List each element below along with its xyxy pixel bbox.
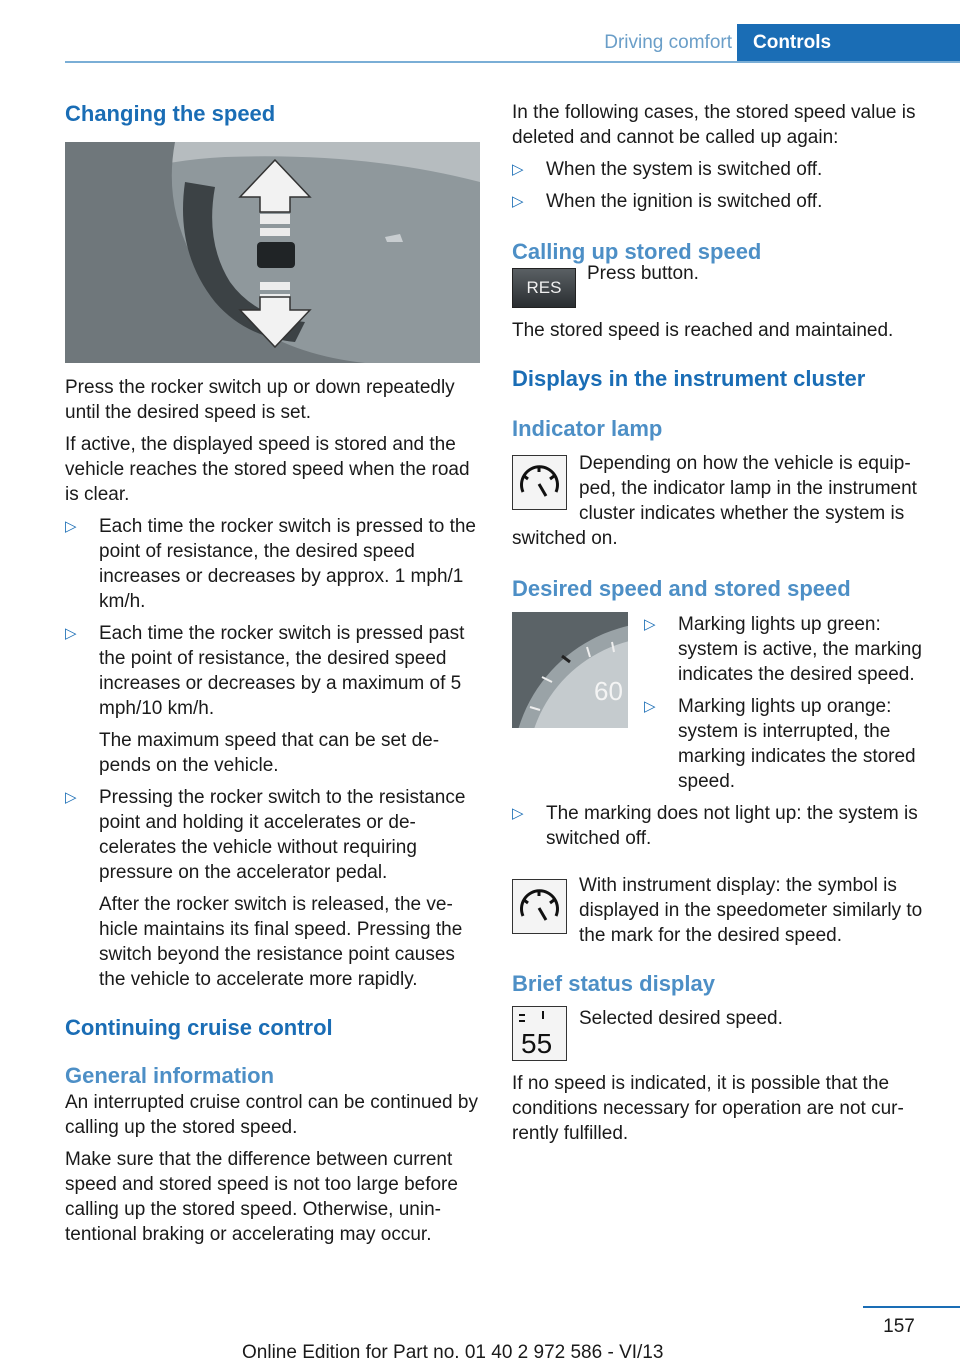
bullet-list-off (512, 801, 932, 851)
cruise-indicator-icon (512, 455, 567, 510)
paragraph-stored-reached: The stored speed is reached and maintained. (512, 320, 894, 341)
left-column (65, 100, 483, 1247)
paragraph-brief-status: Selected desired speed. (579, 1008, 783, 1029)
header-rule (65, 61, 960, 63)
press-button-text: Press button. (587, 263, 699, 284)
triangle-bullet-icon: ▷ (512, 193, 524, 210)
triangle-bullet-icon: ▷ (512, 161, 524, 178)
header-chapter-tab: Controls (737, 24, 960, 63)
bullet-subparagraph: The maximum speed that can be set depends on the vehicle. (99, 730, 440, 776)
list-item: ▷ Each time the rocker switch is pressed past the point of resistance, the desired speed increases or decreases by a maximum of 5 mph/10 km/h. The maximum speed that can be set depends on the vehicle. (65, 621, 483, 778)
bullet-subparagraph: After the rocker switch is released, the vehicle maintains its final speed. Pressing the switch beyond the resistance point causes the vehicle to accelerate more rapidly. (99, 894, 463, 990)
speedometer-image (512, 612, 628, 728)
list-item: ▷ Marking lights up orange: system is interrupted, the marking indicates the stored speed. (644, 696, 916, 792)
heading-changing-speed: Changing the speed (65, 101, 276, 126)
heading-indicator-lamp: Indicator lamp (512, 416, 663, 441)
footer-rule (863, 1306, 960, 1308)
page-number: 157 (883, 1316, 915, 1337)
heading-desired-stored: Desired speed and stored speed (512, 576, 851, 601)
triangle-bullet-icon: ▷ (65, 518, 77, 535)
online-edition-note: Online Edition for Part no. 01 40 2 972 586 - VI/13 (242, 1342, 664, 1363)
bullet-list-speed-changes (65, 514, 483, 992)
paragraph-instrument-display: With instrument display: the symbol is displayed in the speedometer similarly to the mark for the desired speed. (579, 875, 923, 946)
paragraph-interrupted: An interrupted cruise control can be continued by calling up the stored speed. (65, 1092, 478, 1138)
list-item: ▷ Each time the rocker switch is pressed to the point of resistance, the desired speed increases or decreases by approx. 1 mph/1 km/h. (65, 516, 476, 612)
right-column (512, 100, 932, 1146)
indicator-block (512, 451, 932, 551)
list-item: ▷ Marking lights up green: system is active, the marking indicates the desired speed. (644, 614, 922, 685)
paragraph-following-cases: In the following cases, the stored speed value is deleted and cannot be called up again: (512, 102, 916, 148)
list-item: ▷ When the ignition is switched off. (512, 191, 823, 212)
bullet-list-deleted (512, 157, 932, 214)
list-item: ▷ The marking does not light up: the system is switched off. (512, 803, 918, 849)
heading-brief-status: Brief status display (512, 971, 715, 996)
desired-block (512, 612, 932, 794)
paragraph-press-rocker: Press the rocker switch up or down repeatedly until the desired speed is set. (65, 377, 455, 423)
triangle-bullet-icon: ▷ (65, 625, 77, 642)
list-item: ▷ Pressing the rocker switch to the resistance point and holding it accelerates or decelerates the vehicle without requiring pressure on the accelerator pedal. After the rocker switch is released, the vehicle maintains its final speed. Pressing the switch beyond the resistance point causes the vehicle to accelerate more rapidly. (65, 785, 483, 992)
triangle-bullet-icon: ▷ (65, 789, 77, 806)
brief-status-block (512, 1006, 932, 1059)
instrument-display-block (512, 873, 932, 948)
paragraph-make-sure: Make sure that the difference between current speed and stored speed is not too large before calling up the stored speed. Otherwise, unintentional braking or accelerating may occur. (65, 1149, 458, 1245)
steering-wheel-rocker-image (65, 142, 480, 363)
triangle-bullet-icon: ▷ (644, 616, 656, 633)
heading-continuing-cruise: Continuing cruise control (65, 1015, 333, 1040)
triangle-bullet-icon: ▷ (644, 698, 656, 715)
heading-calling-up: Calling up stored speed (512, 239, 762, 264)
triangle-bullet-icon: ▷ (512, 805, 524, 822)
paragraph-no-speed: If no speed is indicated, it is possible that the conditions necessary for operation are not currently fulfilled. (512, 1073, 904, 1144)
res-row (512, 263, 932, 316)
header-section: Driving comfort (604, 32, 732, 53)
cruise-symbol-icon (512, 879, 567, 934)
res-button-icon: RES (512, 268, 576, 308)
speed-55-icon: 55 (512, 1006, 567, 1061)
list-item: ▷ When the system is switched off. (512, 159, 823, 180)
heading-general-information: General information (65, 1063, 275, 1088)
heading-displays-cluster: Displays in the instrument cluster (512, 366, 866, 391)
bullet-list-marking (644, 612, 932, 794)
paragraph-if-active: If active, the displayed speed is stored and the vehicle reaches the stored speed when the road is clear. (65, 434, 470, 505)
gauge-number: 60 (594, 676, 623, 706)
paragraph-indicator: Depending on how the vehicle is equipped, the indicator lamp in the instrument cluster indicates whether the system is switched on. (512, 453, 917, 549)
